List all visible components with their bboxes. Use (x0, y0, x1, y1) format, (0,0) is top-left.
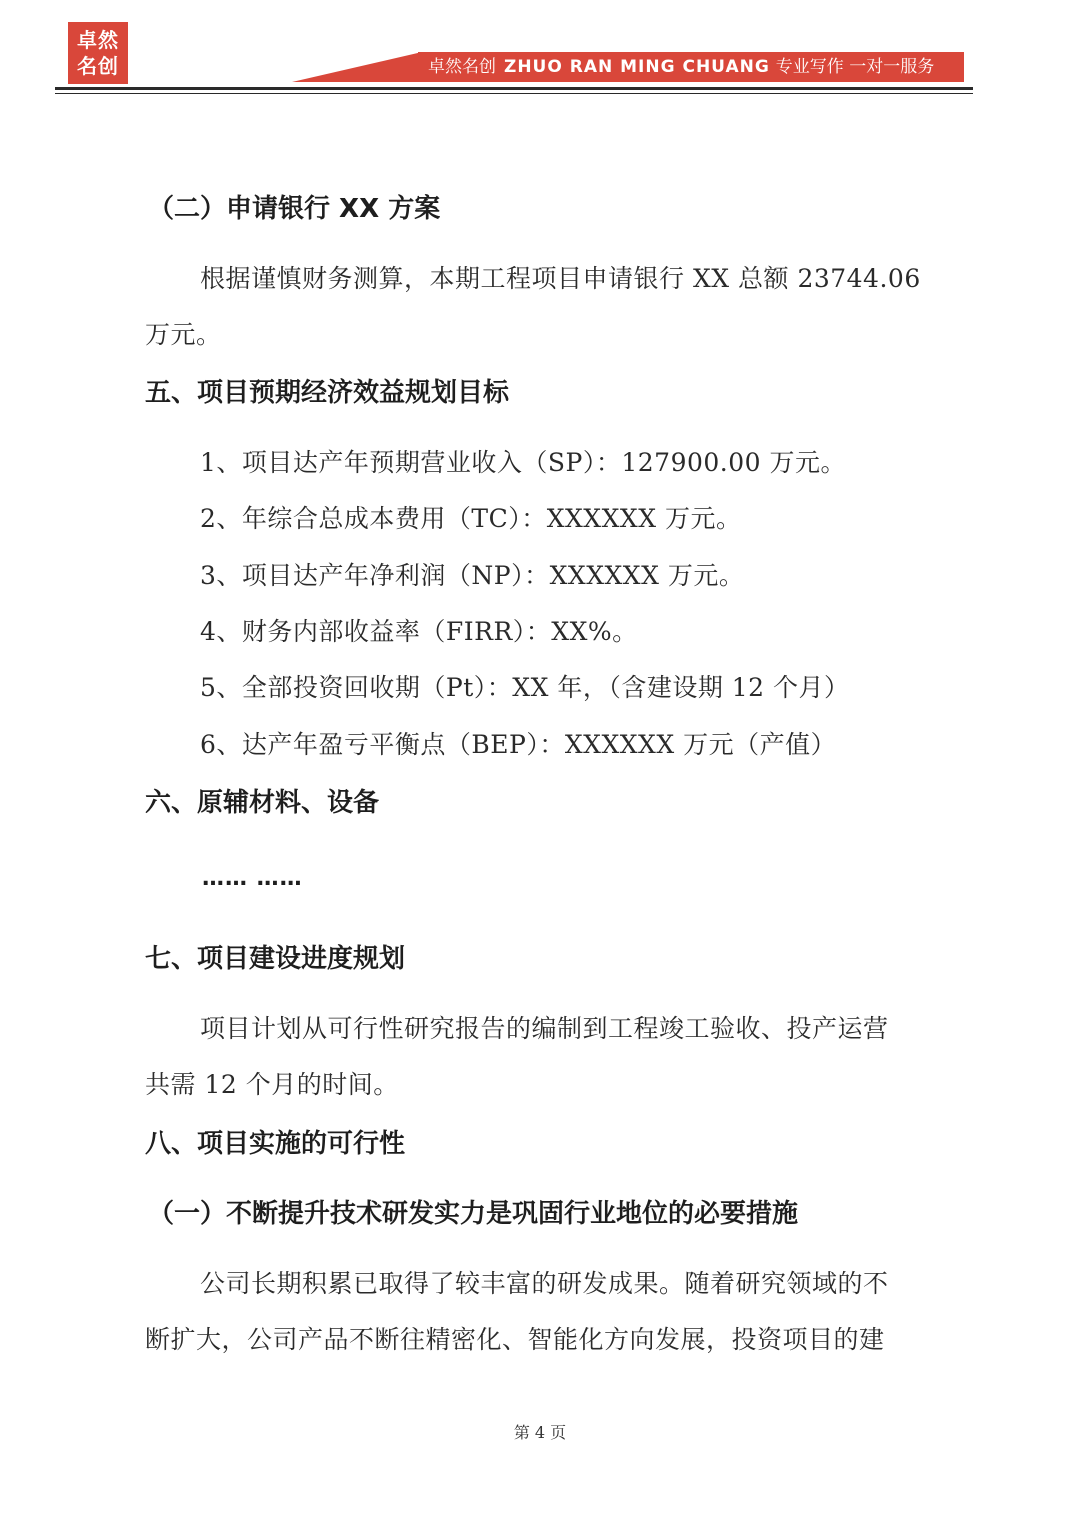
header-rule (55, 87, 973, 90)
paragraph-line: 根据谨慎财务测算，本期工程项目申请银行 XX 总额 23744.06 (200, 264, 921, 293)
section-heading: 六、原辅材料、设备 (145, 788, 380, 818)
banner-en: ZHUO RAN MING CHUANG (504, 57, 770, 77)
banner-cn: 卓然名创 (428, 57, 496, 77)
page-header (0, 0, 1080, 100)
banner-accent (292, 52, 422, 82)
logo-text-line1: 卓然 (77, 28, 119, 52)
ellipsis-text: …… …… (202, 866, 303, 891)
brand-logo (68, 22, 128, 84)
paragraph-line: 断扩大，公司产品不断往精密化、智能化方向发展，投资项目的建 (145, 1325, 885, 1354)
page-number: 第 4 页 (513, 1423, 567, 1442)
subsection-heading: （一）不断提升技术研发实力是巩固行业地位的必要措施 (148, 1199, 799, 1229)
logo-text-line2: 名创 (77, 54, 119, 78)
section-heading: 五、项目预期经济效益规划目标 (145, 378, 510, 408)
banner-tail: 专业写作 一对一服务 (775, 57, 935, 77)
section-heading: 八、项目实施的可行性 (145, 1129, 406, 1159)
list-item: 6、达产年盈亏平衡点（BEP）：XXXXXX 万元（产值） (200, 730, 837, 759)
section-heading: （二）申请银行 XX 方案 (148, 194, 441, 224)
section-heading: 七、项目建设进度规划 (145, 944, 406, 974)
list-item: 4、财务内部收益率（FIRR）：XX%。 (200, 617, 638, 646)
list-item: 2、年综合总成本费用（TC）：XXXXXX 万元。 (200, 504, 742, 533)
paragraph-line: 项目计划从可行性研究报告的编制到工程竣工验收、投产运营 (200, 1014, 889, 1043)
paragraph-line: 万元。 (145, 320, 222, 349)
header-rule-thin (55, 93, 973, 94)
list-item: 3、项目达产年净利润（NP）：XXXXXX 万元。 (200, 561, 745, 590)
paragraph-line: 共需 12 个月的时间。 (145, 1070, 399, 1099)
paragraph-line: 公司长期积累已取得了较丰富的研发成果。随着研究领域的不 (200, 1269, 889, 1298)
brand-banner (418, 52, 964, 82)
list-item: 1、项目达产年预期营业收入（SP）：127900.00 万元。 (200, 448, 846, 477)
list-item: 5、全部投资回收期（Pt）：XX 年，（含建设期 12 个月） (200, 673, 850, 702)
